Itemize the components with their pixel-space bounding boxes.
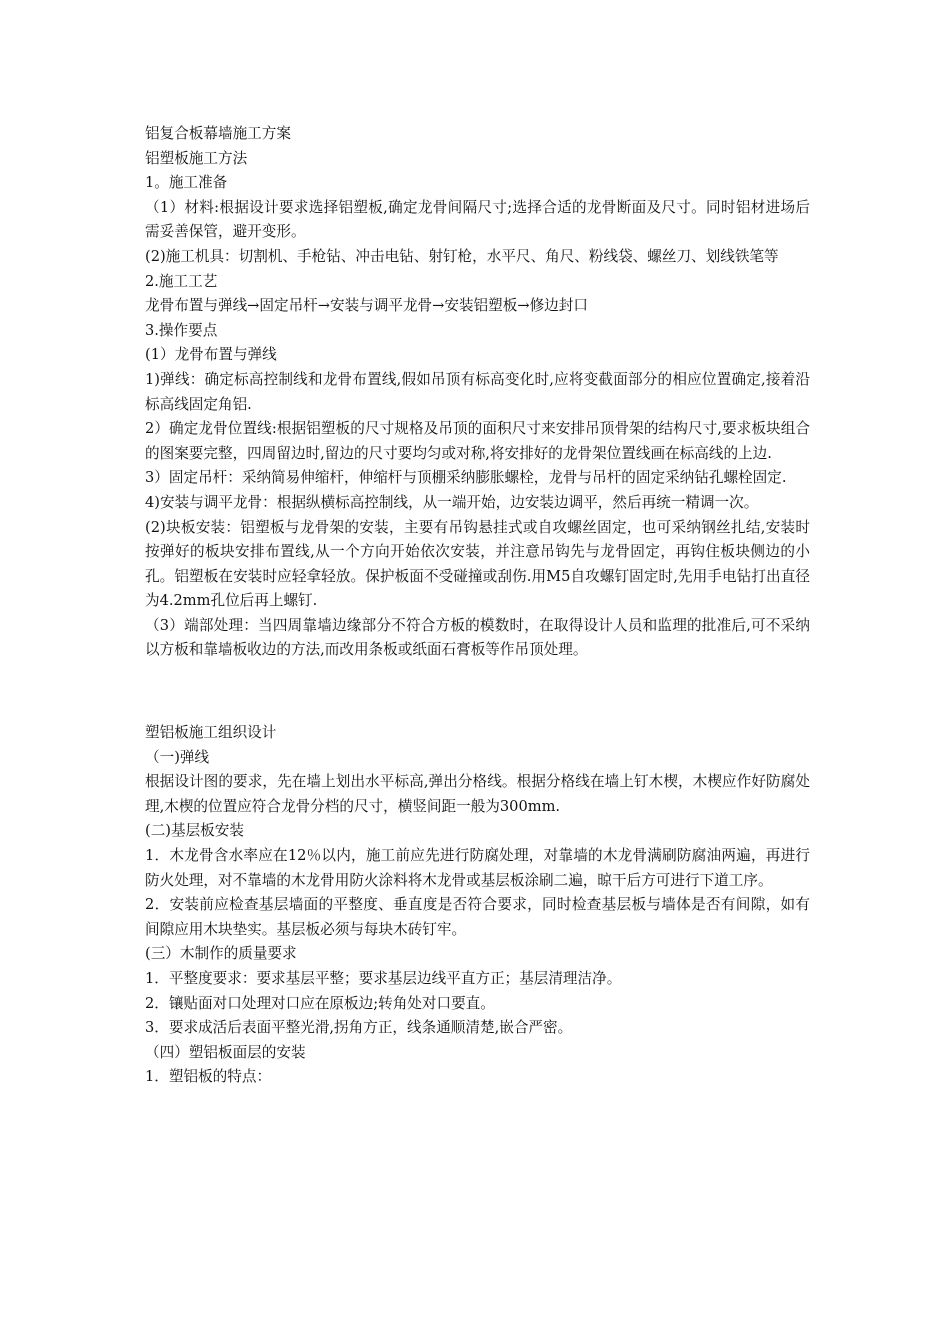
paragraph: 2）确定龙骨位置线:根据铝塑板的尺寸规格及吊顶的面积尺寸来安排吊顶骨架的结构尺寸,要求板块组合的图案要完整，四周留边时,留边的尺寸要均匀或对称,将安排好的龙骨架位置线画在标高线的上边.	[145, 420, 810, 462]
paragraph: 根据设计图的要求，先在墙上划出水平标高,弹出分格线。根据分格线在墙上钉木楔，木楔应作好防腐处理,木楔的位置应符合龙骨分档的尺寸，横竖间距一般为300mm.	[145, 773, 810, 815]
subsection-heading: （四）塑铝板面层的安装	[145, 1043, 306, 1061]
paragraph: 1．塑铝板的特点：	[145, 1068, 272, 1086]
paragraph: （3）端部处理：当四周靠墙边缘部分不符合方板的模数时，在取得设计人员和监理的批准后,可不采纳以方板和靠墙板收边的方法,而改用条板或纸面石膏板等作吊顶处理。	[145, 616, 810, 659]
paragraph: 1)弹线：确定标高控制线和龙骨布置线,假如吊顶有标高变化时,应将变截面部分的相应位置确定,接着沿标高线固定角铝.	[145, 370, 810, 413]
document-title: 铝复合板幕墙施工方案	[145, 125, 291, 142]
paragraph: 3．要求成活后表面平整光滑,拐角方正，线条通顺清楚,嵌合严密。	[145, 1019, 573, 1037]
paragraph: 4)安装与调平龙骨：根据纵横标高控制线，从一端开始，边安装边调平，然后再统一精调一次。	[145, 493, 759, 511]
section-heading: 塑铝板施工组织设计	[145, 724, 277, 742]
paragraph: (2)块板安装：铝塑板与龙骨架的安装，主要有吊钩悬挂式或自攻螺丝固定，也可采纳钢丝扎结,安装时按弹好的板块安排布置线,从一个方向开始依次安装，并注意吊钩先与龙骨固定，再钩住板块侧边的小孔。铝塑板在安装时应轻拿轻放。保护板面不受碰撞或刮伤.用M5自攻螺钉固定时,先用手电钻打出直径为4.2mm孔位后再上螺钉.	[145, 518, 810, 610]
paragraph: (2)施工机具：切割机、手枪钻、冲击电钻、射钉枪，水平尺、角尺、粉线袋、螺丝刀、划线铁笔等	[145, 247, 779, 265]
subsection-heading: 1。施工准备	[145, 174, 228, 192]
subsection-heading: 3.操作要点	[145, 321, 218, 339]
paragraph: 1．木龙骨含水率应在12％以内，施工前应先进行防腐处理，对靠墙的木龙骨满刷防腐油两遍，再进行防火处理，对不靠墙的木龙骨用防火涂料将木龙骨或基层板涂刷二遍，晾干后方可进行下道工序。	[145, 847, 810, 889]
subsection-heading: (三）木制作的质量要求	[145, 945, 297, 963]
paragraph: （1）材料:根据设计要求选择铝塑板,确定龙骨间隔尺寸;选择合适的龙骨断面及尺寸。同时铝材进场后需妥善保管，避开变形。	[145, 198, 810, 241]
paragraph: 3）固定吊杆：采纳简易伸缩杆，伸缩杆与顶棚采纳膨胀螺栓，龙骨与吊杆的固定采纳钻孔螺栓固定.	[145, 469, 787, 487]
paragraph: (1）龙骨布置与弹线	[145, 346, 277, 364]
subsection-heading: （一)弹线	[145, 748, 210, 766]
paragraph: 1．平整度要求：要求基层平整；要求基层边线平直方正；基层清理洁净。	[145, 970, 622, 987]
paragraph: 龙骨布置与弹线→固定吊杆→安装与调平龙骨→安装铝塑板→修边封口	[145, 297, 588, 315]
section-spacer	[145, 663, 810, 721]
subsection-heading: (二)基层板安装	[145, 822, 244, 840]
section-heading: 铝塑板施工方法	[145, 149, 248, 167]
paragraph: 2．安装前应检查基层墙面的平整度、垂直度是否符合要求，同时检查基层板与墙体是否有间隙，如有间隙应用木块垫实。基层板必须与每块木砖钉牢。	[145, 896, 810, 938]
paragraph: 2．镶贴面对口处理对口应在原板边;转角处对口要直。	[145, 994, 495, 1012]
subsection-heading: 2.施工工艺	[145, 272, 218, 290]
document-page	[145, 122, 810, 1090]
